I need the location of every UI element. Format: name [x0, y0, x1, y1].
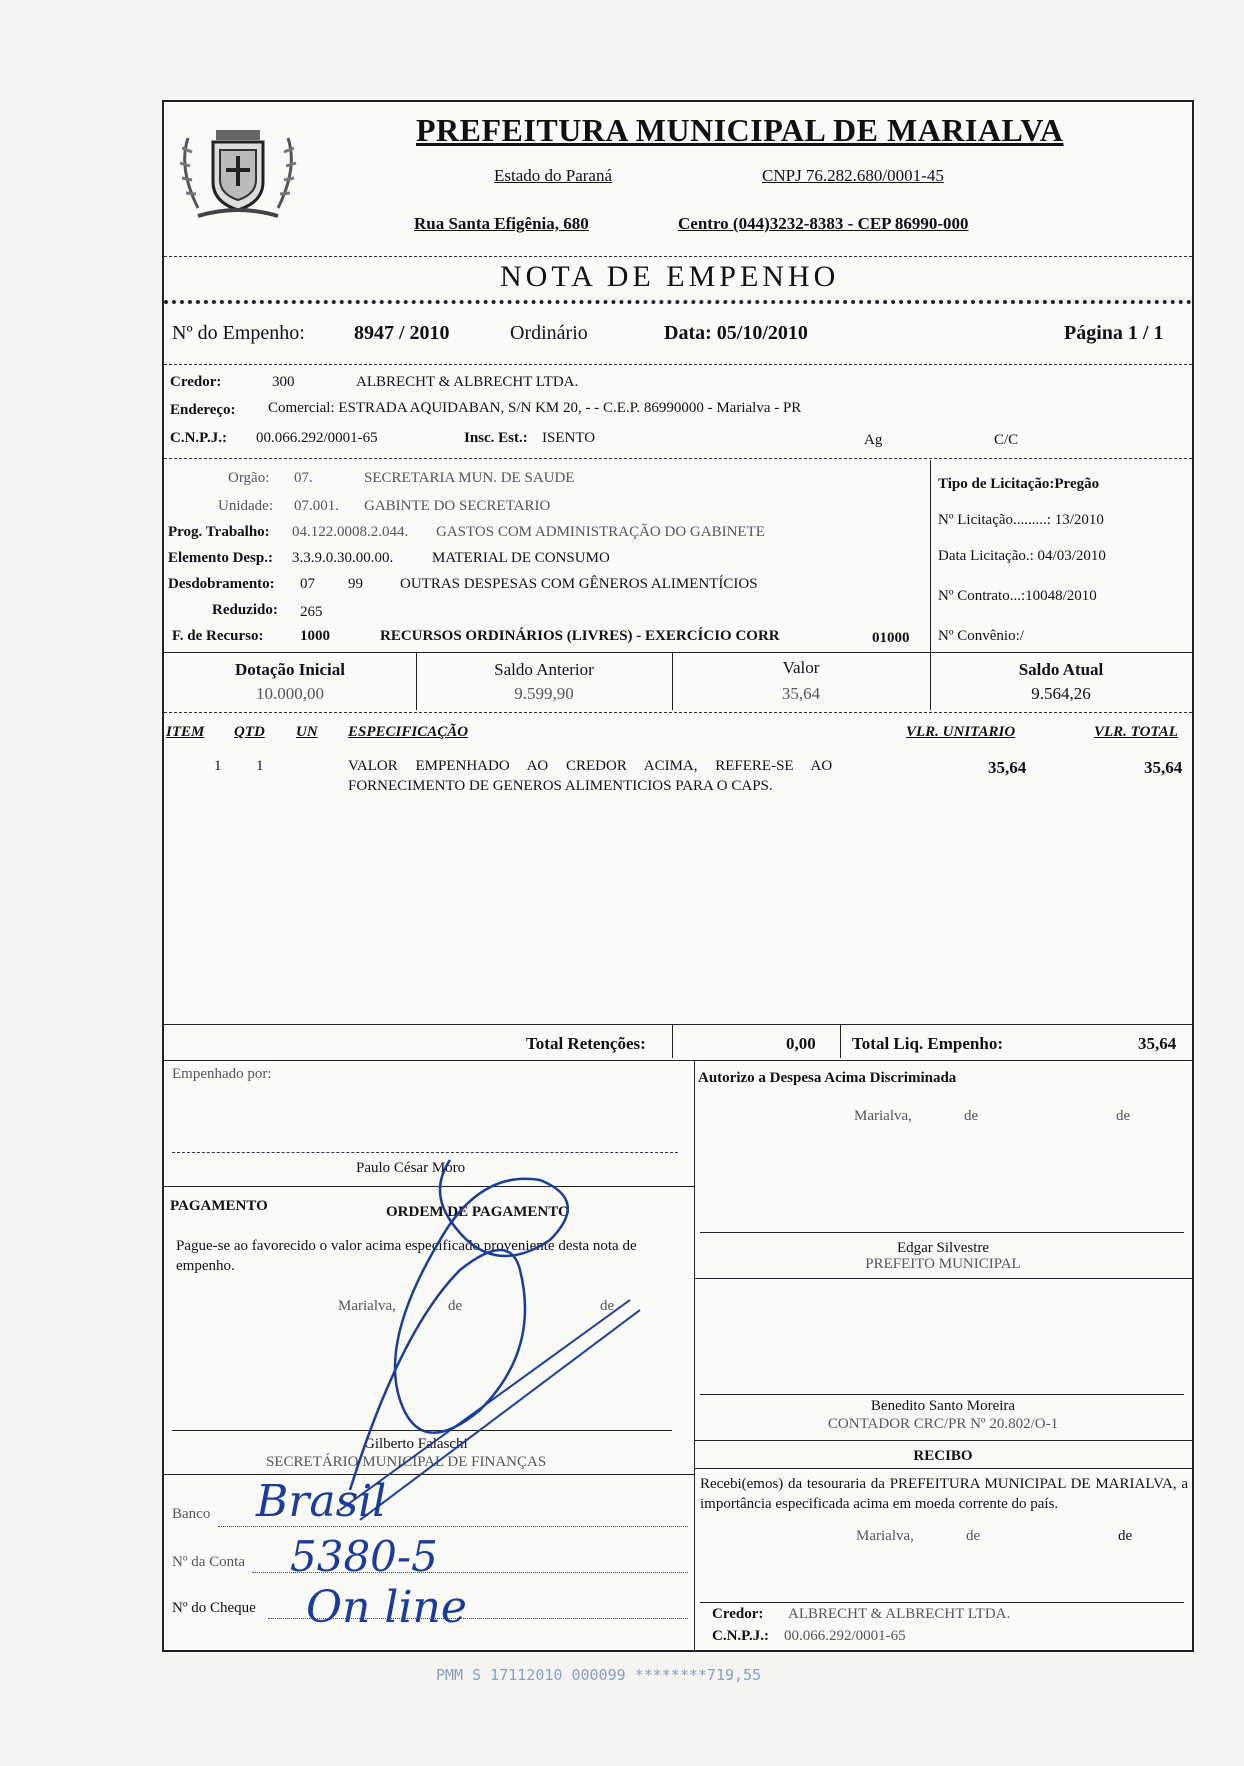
col-vlr-unitario: VLR. UNITARIO — [906, 724, 1016, 740]
liq-value: 35,64 — [1138, 1034, 1177, 1053]
valor-label: Valor — [782, 658, 820, 677]
credor-address: Comercial: ESTRADA AQUIDABAN, S/N KM 20, - - C.E.P. 86990000 - Marialva - PR — [268, 400, 802, 416]
empenhado-name: Paulo César Moro — [356, 1160, 466, 1176]
de-right-1: de — [964, 1108, 979, 1124]
saldo-atual-label: Saldo Atual — [1018, 660, 1104, 679]
insc-value: ISENTO — [542, 430, 596, 446]
marialva-right: Marialva, — [854, 1108, 912, 1124]
divider — [164, 458, 1192, 459]
de-recibo-1: de — [966, 1528, 981, 1544]
recurso-label: F. de Recurso: — [172, 628, 264, 644]
banco-label: Banco — [172, 1506, 211, 1522]
item-number: 1 — [214, 758, 222, 774]
divider — [164, 652, 1192, 653]
retencoes-label: Total Retenções: — [526, 1034, 646, 1053]
col-vlr-total: VLR. TOTAL — [1094, 724, 1178, 740]
col-item: ITEM — [166, 724, 205, 740]
recurso-desc: RECURSOS ORDINÁRIOS (LIVRES) - EXERCÍCIO CORR — [380, 628, 780, 644]
desdob-b: 99 — [348, 576, 363, 592]
divider — [694, 1468, 1192, 1469]
desdob-desc: OUTRAS DESPESAS COM GÊNEROS ALIMENTÍCIOS — [400, 576, 758, 592]
desdob-a: 07 — [300, 576, 315, 592]
doc-title: NOTA DE EMPENHO — [500, 260, 840, 293]
recurso-number: 01000 — [872, 630, 910, 646]
divider — [694, 1060, 695, 1650]
pagamento-label: PAGAMENTO — [170, 1198, 268, 1214]
divider — [164, 1060, 1192, 1061]
page-number: Página 1 / 1 — [1064, 322, 1164, 344]
reduzido-value: 265 — [300, 604, 323, 620]
divider — [164, 1024, 1192, 1025]
divider — [930, 460, 931, 652]
saldo-anterior-value: 9.599,90 — [514, 684, 574, 703]
ordem-pagamento-label: ORDEM DE PAGAMENTO — [386, 1204, 570, 1220]
de-left-2: de — [600, 1298, 615, 1314]
divider — [164, 712, 1192, 713]
marialva-recibo: Marialva, — [856, 1528, 914, 1544]
credor-label: Credor: — [170, 374, 222, 390]
marialva-left: Marialva, — [338, 1298, 396, 1314]
header-address: Rua Santa Efigênia, 680 — [414, 214, 589, 233]
item-total-value: 35,64 — [1144, 758, 1183, 777]
liq-label: Total Liq. Empenho: — [852, 1034, 1003, 1053]
prog-code: 04.122.0008.2.044. — [292, 524, 409, 540]
item-spec-line2: FORNECIMENTO DE GENEROS ALIMENTICIOS PARA O CAPS. — [348, 778, 773, 794]
item-spec-line1: VALOR EMPENHADO AO CREDOR ACIMA, REFERE-SE AO — [348, 758, 833, 774]
item-unit-value: 35,64 — [988, 758, 1027, 777]
recibo-text: Recebi(emos) da tesouraria da PREFEITURA MUNICIPAL DE MARIALVA, a importância especificada acima em moeda corrente do país. — [700, 1476, 1188, 1512]
cnpj-bottom-label: C.N.P.J.: — [712, 1628, 769, 1644]
credor-bottom-label: Credor: — [712, 1606, 764, 1622]
orgao-code: 07. — [294, 470, 313, 486]
empenhado-por-label: Empenhado por: — [172, 1066, 272, 1082]
de-recibo-2: de — [1118, 1528, 1133, 1544]
retencoes-value: 0,00 — [786, 1034, 816, 1053]
saldo-atual-value: 9.564,26 — [1031, 684, 1091, 703]
prog-desc: GASTOS COM ADMINISTRAÇÃO DO GABINETE — [436, 524, 765, 540]
empenho-type: Ordinário — [510, 322, 588, 344]
edgar-name: Edgar Silvestre — [896, 1240, 990, 1256]
handwritten-conta: 5380-5 — [290, 1532, 438, 1581]
contador-title: CONTADOR CRC/PR Nº 20.802/O-1 — [827, 1416, 1059, 1432]
unidade-code: 07.001. — [294, 498, 339, 514]
prefeito-title: PREFEITO MUNICIPAL — [865, 1256, 1021, 1272]
header-contact: Centro (044)3232-8383 - CEP 86990-000 — [678, 214, 969, 233]
prog-label: Prog. Trabalho: — [168, 524, 270, 540]
divider — [840, 1024, 841, 1058]
dotacao-inicial-value: 10.000,00 — [256, 684, 324, 703]
licitacao-contrato: Nº Contrato...:10048/2010 — [938, 588, 1097, 604]
col-un: UN — [296, 724, 318, 740]
unidade-label: Unidade: — [218, 498, 273, 514]
header-state: Estado do Paraná — [494, 166, 613, 185]
cheque-label: Nº do Cheque — [172, 1600, 256, 1616]
signature-line — [700, 1232, 1184, 1233]
header-cnpj: CNPJ 76.282.680/0001-45 — [762, 166, 944, 185]
credor-name: ALBRECHT & ALBRECHT LTDA. — [356, 374, 579, 390]
unidade-desc: GABINTE DO SECRETARIO — [364, 498, 551, 514]
ag-label: Ag — [864, 432, 883, 448]
cnpj-label: C.N.P.J.: — [170, 430, 227, 446]
valor-value: 35,64 — [781, 684, 821, 703]
saldo-anterior-label: Saldo Anterior — [494, 660, 594, 679]
pague-text: Pague-se ao favorecido o valor acima especificado proveniente desta nota de empenho. — [176, 1238, 637, 1274]
handwritten-banco: Brasil — [256, 1476, 387, 1527]
divider — [694, 1440, 1192, 1441]
col-qtd: QTD — [234, 724, 265, 740]
col-especificacao: ESPECIFICAÇÃO — [348, 724, 469, 740]
dotacao-inicial-label: Dotação Inicial — [234, 660, 346, 679]
coat-of-arms-logo — [168, 108, 308, 228]
empenho-date: Data: 05/10/2010 — [664, 322, 808, 344]
insc-label: Insc. Est.: — [464, 430, 528, 446]
divider — [164, 300, 1192, 304]
divider — [164, 364, 1192, 365]
de-right-2: de — [1116, 1108, 1131, 1124]
elemento-label: Elemento Desp.: — [168, 550, 273, 566]
elemento-code: 3.3.9.0.30.00.00. — [292, 550, 394, 566]
divider — [672, 1024, 673, 1058]
elemento-desc: MATERIAL DE CONSUMO — [432, 550, 610, 566]
desdob-label: Desdobramento: — [168, 576, 275, 592]
conta-label: Nº da Conta — [172, 1554, 245, 1570]
recurso-code: 1000 — [300, 628, 330, 644]
gilberto-name: Gilberto Falaschi — [364, 1436, 468, 1452]
benedito-name: Benedito Santo Moreira — [870, 1398, 1016, 1414]
empenho-number: 8947 / 2010 — [354, 322, 450, 344]
credor-code: 300 — [272, 374, 295, 390]
divider — [164, 256, 1192, 257]
autorizo-label: Autorizo a Despesa Acima Discriminada — [698, 1070, 957, 1086]
cc-label: C/C — [994, 432, 1019, 448]
recibo-label: RECIBO — [913, 1448, 973, 1464]
signature-scribble — [300, 1150, 680, 1530]
licitacao-tipo: Tipo de Licitação:Pregão — [938, 476, 1100, 492]
item-qtd: 1 — [256, 758, 264, 774]
licitacao-numero: Nº Licitação.........: 13/2010 — [938, 512, 1104, 528]
signature-line — [700, 1602, 1184, 1603]
bank-stamp: PMM S 17112010 000099 ********719,55 — [436, 1666, 762, 1684]
reduzido-label: Reduzido: — [212, 602, 278, 618]
orgao-label: Orgão: — [228, 470, 270, 486]
address-label: Endereço: — [170, 402, 236, 418]
credor-bottom-name: ALBRECHT & ALBRECHT LTDA. — [788, 1606, 1011, 1622]
licitacao-data: Data Licitação.: 04/03/2010 — [938, 548, 1106, 564]
credor-cnpj: 00.066.292/0001-65 — [256, 430, 378, 446]
header-title: PREFEITURA MUNICIPAL DE MARIALVA — [416, 112, 1064, 148]
cnpj-bottom-value: 00.066.292/0001-65 — [784, 1628, 906, 1644]
de-left-1: de — [448, 1298, 463, 1314]
divider — [694, 1278, 1192, 1279]
signature-line — [700, 1394, 1184, 1395]
orgao-desc: SECRETARIA MUN. DE SAUDE — [364, 470, 575, 486]
handwritten-cheque: On line — [306, 1582, 467, 1633]
secretario-title: SECRETÁRIO MUNICIPAL DE FINANÇAS — [266, 1454, 547, 1470]
empenho-label: Nº do Empenho: — [172, 322, 305, 344]
licitacao-convenio: Nº Convênio:/ — [938, 628, 1024, 644]
